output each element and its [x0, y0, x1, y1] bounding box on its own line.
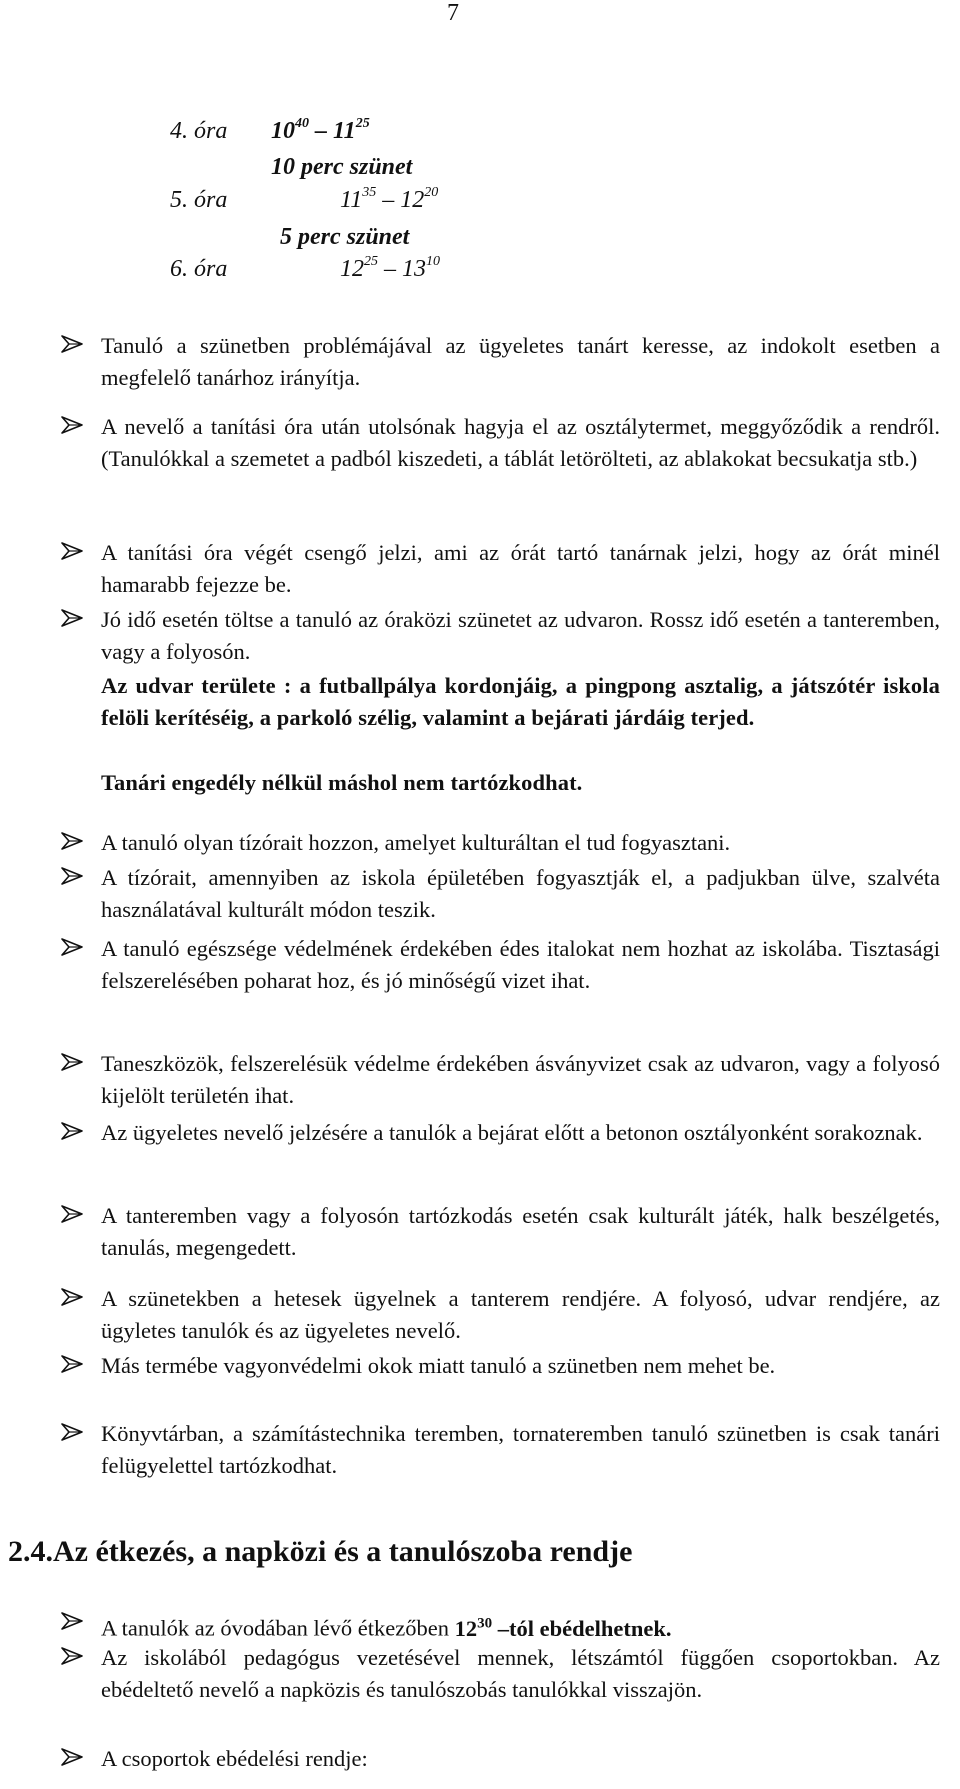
schedule-break-1: 10 perc szünet — [271, 154, 413, 180]
bullet-text: Jó idő esetén töltse a tanuló az óraközi szünetet az udvaron. Rossz idő esetén a tanteremben, vagy a folyosón. — [101, 607, 940, 664]
schedule-lesson-label: 6. óra — [170, 256, 228, 282]
arrowhead-bullet-icon — [60, 416, 84, 434]
arrowhead-bullet-icon — [60, 1053, 84, 1071]
bullet-text: Könyvtárban, a számítástechnika teremben, tornateremben tanuló szünetben is csak tanári felügyelettel tartózkodhat. — [101, 1421, 940, 1478]
bullet-text: A tízórait, amennyiben az iskola épületében fogyasztják el, a padjukban ülve, szalvéta használatával kulturált módon teszik. — [101, 865, 940, 922]
bullet-text: A tanteremben vagy a folyosón tartózkodás esetén csak kulturált játék, halk beszélgetés, tanulás, megengedett. — [101, 1203, 940, 1260]
bullet-text: Tanuló a szünetben problémájával az ügyeletes tanárt keresse, az indokolt esetben a megfelelő tanárhoz irányítja. — [101, 333, 940, 390]
arrowhead-bullet-icon — [60, 1288, 84, 1306]
lunch-time: $12^{30}$ –tól ebédelhetnek. — [454, 1615, 672, 1641]
arrowhead-bullet-icon — [60, 1748, 84, 1766]
arrowhead-bullet-icon — [60, 1355, 84, 1373]
bullet-text: Az iskolából pedagógus vezetésével mennek, létszámtól függően csoportokban. Az ebédeltető nevelő a napközis és tanulószobás tanulókkal visszajön. — [101, 1645, 940, 1702]
arrowhead-bullet-icon — [60, 1647, 84, 1665]
bullet-text: Az ügyeletes nevelő jelzésére a tanulók a bejárat előtt a betonon osztályonként sorakoznak. — [101, 1120, 923, 1145]
bullet-text: A tanítási óra végét csengő jelzi, ami az órát tartó tanárnak jelzi, hogy az órát minél hamarabb fejezze be. — [101, 540, 940, 597]
arrowhead-bullet-icon — [60, 1612, 84, 1630]
arrowhead-bullet-icon — [60, 609, 84, 627]
bullet-text: A nevelő a tanítási óra után utolsónak hagyja el az osztálytermet, meggyőződik a rendről. (Tanulókkal a szemetet a padból kiszedeti, a táblát letörölteti, az ablakokat becsukatja stb.) — [101, 414, 940, 471]
bold-paragraph-permission: Tanári engedély nélkül máshol nem tartózkodhat. — [101, 770, 583, 795]
bullet-text: A szünetekben a hetesek ügyelnek a tanterem rendjére. A folyosó, udvar rendjére, az ügyletes tanulók és az ügyeletes nevelő. — [101, 1286, 940, 1343]
bullet-text: A tanulók az óvodában lévő étkezőben $12^{30}$ –tól ebédelhetnek. — [101, 1615, 672, 1641]
bullet-text: Taneszközök, felszerelésük védelme érdekében ásványvizet csak az udvaron, vagy a folyosó kijelölt területén ihat. — [101, 1051, 940, 1108]
page-number: 7 — [447, 0, 459, 26]
arrowhead-bullet-icon — [60, 867, 84, 885]
arrowhead-bullet-icon — [60, 542, 84, 560]
schedule-time-range: $12^{25} - 13^{10}$ — [340, 254, 440, 282]
bullet-text: A tanuló olyan tízórait hozzon, amelyet kulturáltan el tud fogyasztani. — [101, 830, 731, 855]
arrowhead-bullet-icon — [60, 1122, 84, 1140]
schedule-lesson-label: 4. óra — [170, 118, 228, 144]
schedule-break-2: 5 perc szünet — [280, 224, 410, 250]
schedule-lesson-label: 5. óra — [170, 187, 228, 213]
schedule-time-range: $11^{35} - 12^{20}$ — [340, 185, 439, 213]
bold-paragraph-yard-area: Az udvar területe : a futballpálya kordonjáig, a pingpong asztalig, a játszótér iskola felöli kerítéséig, a parkoló szélig, valamint a bejárati járdáig terjed. — [101, 673, 940, 730]
arrowhead-bullet-icon — [60, 938, 84, 956]
section-title: 2.4.Az étkezés, a napközi és a tanulószoba rendje — [8, 1535, 633, 1568]
bullet-text: Más termébe vagyonvédelmi okok miatt tanuló a szünetben nem mehet be. — [101, 1353, 776, 1378]
bullet-text: A tanuló egészsége védelmének érdekében édes italokat nem hozhat az iskolába. Tisztasági felszerelésében poharat hoz, és jó minőségű vizet ihat. — [101, 936, 940, 993]
arrowhead-bullet-icon — [60, 335, 84, 353]
arrowhead-bullet-icon — [60, 832, 84, 850]
schedule-time-range: $10^{40} - 11^{25}$ — [271, 116, 370, 144]
arrowhead-bullet-icon — [60, 1423, 84, 1441]
arrowhead-bullet-icon — [60, 1205, 84, 1223]
bullet-text: A csoportok ebédelési rendje: — [101, 1746, 368, 1771]
